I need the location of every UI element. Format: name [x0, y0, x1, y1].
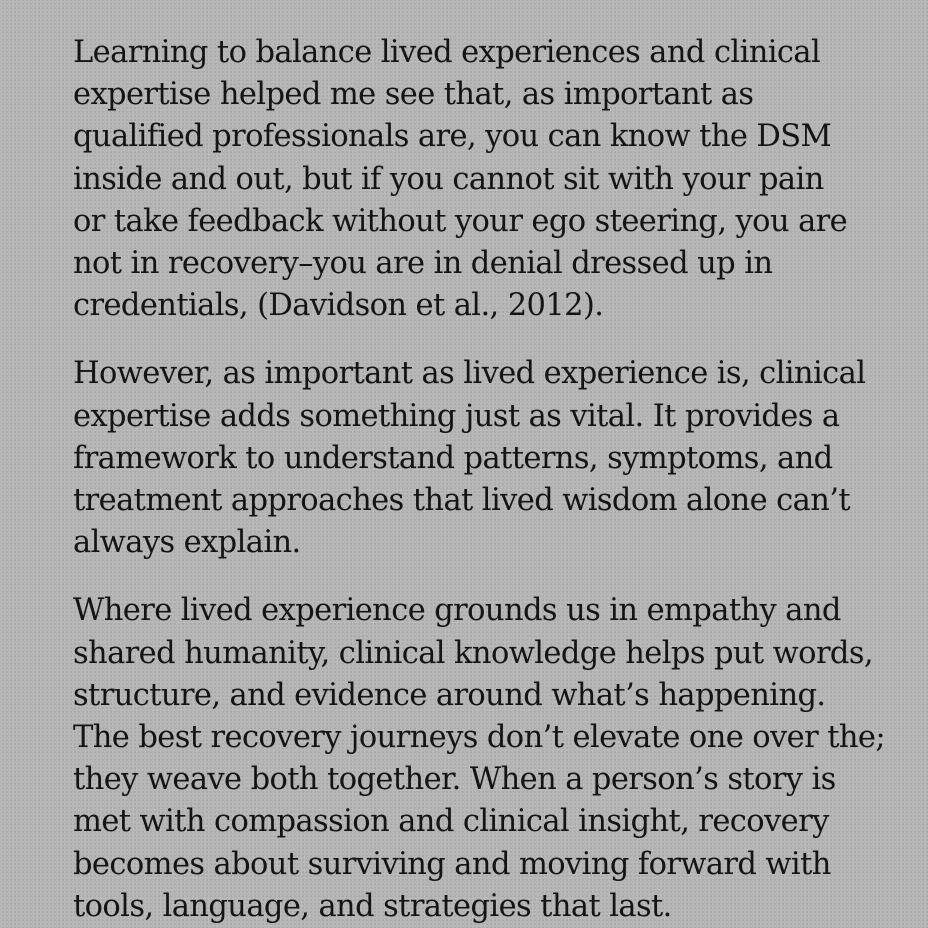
paragraph-lived-vs-clinical: Learning to balance lived experiences and clinical expertise helped me see that, as important as qualified professionals are, you can know the DSM inside and out, but if you cannot sit with your pain or take feedback without your ego steering, you are not in recovery–you are in denial dressed up in credentials, (Davidson et al., 2012).: [73, 35, 848, 324]
paragraph-clinical-expertise: However, as important as lived experience is, clinical expertise adds something just as vital. It provides a framework to understand patterns, symptoms, and treatment approaches that lived wisdom alone can’t always explain.: [73, 356, 866, 561]
paragraph-recovery-journeys: Where lived experience grounds us in empathy and shared humanity, clinical knowledge helps put words, structure, and evidence around what’s happening. The best recovery journeys don’t elevate one over the; they weave both together. When a person’s story is met with compassion and clinical insight, recovery becomes about surviving and moving forward with tools, language, and strategies that last.: [73, 593, 886, 924]
document-body: [73, 32, 893, 928]
